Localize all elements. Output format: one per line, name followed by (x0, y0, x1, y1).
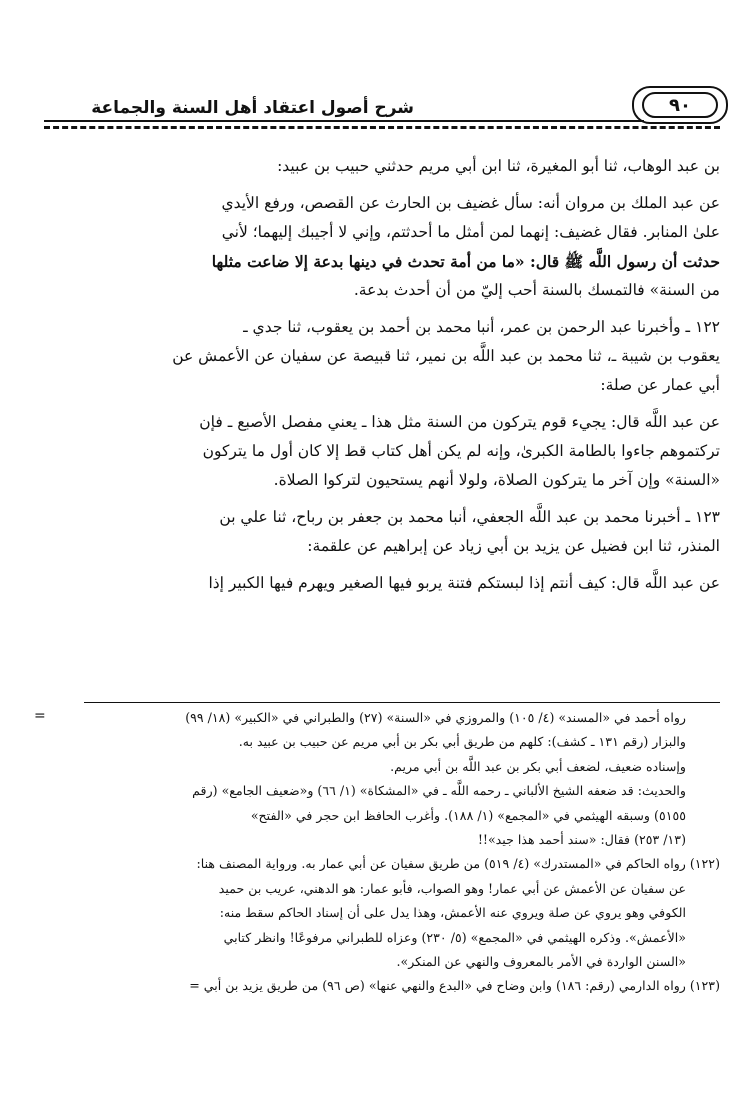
text-line: أبي عمار عن صلة: (600, 376, 720, 394)
footnote-line: رواه أحمد في «المسند» (٤/ ١٠٥) والمروزي في «السنة» (٢٧) والطبراني في «الكبير» (١٨/ ٩٩) (185, 710, 686, 725)
text-line: من السنة» فالتمسك بالسنة أحب إليّ من أن أحدث بدعة. (353, 281, 720, 299)
footnote-separator (84, 702, 720, 703)
header-dashed-rule (44, 126, 720, 129)
text-line-narration-123: ١٢٣ ـ أخبرنا محمد بن عبد اللَّه الجعفي، أنبا محمد بن جعفر بن رباح، ثنا علي بن (219, 508, 720, 526)
footnote-line: «الأعمش». وذكره الهيثمي في «المجمع» (٥/ ٢٣٠) وعزاه للطبراني مرفوعًا! وانظر كتابي (223, 929, 686, 945)
footnotes (44, 706, 720, 999)
footnote-continuation-marker: = (34, 708, 46, 724)
text-line: المنذر، ثنا ابن فضيل عن يزيد بن أبي زياد عن إبراهيم عن علقمة: (307, 537, 720, 555)
footnote-line: والحديث: قد ضعفه الشيخ الألباني ـ رحمه اللَّه ـ في «المشكاة» (١/ ٦٦) و«ضعيف الجامع» (رقم (192, 783, 686, 799)
text-line: «السنة» وإن آخر ما يتركون الصلاة، ولولا أنهم يستحيون لتركوا الصلاة. (273, 471, 720, 489)
running-title: شرح أصول اعتقاد أهل السنة والجماعة (91, 98, 414, 118)
footnote-line: وإسناده ضعيف، لضعف أبي بكر بن عبد اللَّه بن أبي مريم. (390, 758, 686, 774)
text-line: بن عبد الوهاب، ثنا أبو المغيرة، ثنا ابن أبي مريم حدثني حبيب بن عبيد: (277, 157, 720, 175)
footnote-line-123: (١٢٣) رواه الدارمي (رقم: ١٨٦) وابن وضاح في «البدع والنهي عنها» (ص ٩٦) من طريق يزيد بن أبي = (189, 978, 720, 994)
footnote-line-122: (١٢٢) رواه الحاكم في «المستدرك» (٤/ ٥١٩) من طريق سفيان عن أبي عمار به. ورواية المصنف هنا: (196, 856, 720, 872)
text-line: عن عبد اللَّه قال: كيف أنتم إذا لبستكم فتنة يربو فيها الصغير ويهرم فيها الكبير إذا (208, 574, 720, 592)
main-text (44, 152, 720, 598)
text-line-narration-122: ١٢٢ ـ وأخبرنا عبد الرحمن بن عمر، أنبا محمد بن أحمد بن يعقوب، ثنا جدي ـ (243, 318, 720, 336)
text-line: تركتموهم جاءوا بالطامة الكبرىٰ، وإنه لم يكن أهل كتاب قط إلا كان أول ما يتركون (202, 442, 720, 460)
text-line: عن عبد الملك بن مروان أنه: سأل غضيف بن الحارث عن القصص، ورفع الأيدي (221, 194, 720, 212)
text-line-hadith: حدثت أن رسول اللَّه ﷺ قال: «ما من أمة تحدث في دينها بدعة إلا ضاعت مثلها (211, 252, 720, 271)
text-line: عن عبد اللَّه قال: يجيء قوم يتركون من السنة مثل هذا ـ يعني مفصل الأصبع ـ فإن (199, 413, 720, 431)
page-number-badge (632, 86, 728, 124)
footnote-line: (١٣/ ٢٥٣) فقال: «سند أحمد هذا جيد»!! (477, 831, 686, 847)
text-line: يعقوب بن شيبة ـ، ثنا محمد بن عبد اللَّه بن نمير، ثنا قبيصة عن سفيان عن الأعمش عن (172, 347, 720, 365)
page-number: ٩٠ (642, 92, 718, 118)
footnote-line: عن سفيان عن الأعمش عن أبي عمار! وهو الصواب، فأبو عمار: هو الدهني، عريب بن حميد (218, 880, 686, 896)
footnote-line: «السنن الواردة في الأمر بالمعروف والنهي عن المنكر». (396, 953, 686, 969)
text-line: علىٰ المنابر. فقال غضيف: إنهما لمن أمثل ما أحدثتم، وإني لا أجيبك إليهما؛ لأني (221, 223, 720, 241)
footnote-line: ٥١٥٥) وسبقه الهيثمي في «المجمع» (١/ ١٨٨). وأغرب الحافظ ابن حجر في «الفتح» (250, 807, 686, 823)
footnote-line: الكوفي وهو يروي عن صلة ويروي عنه الأعمش، وهذا يدل على أن إسناد الحاكم سقط منه: (219, 905, 686, 921)
footnote-line: والبزار (رقم ١٣١ ـ كشف): كلهم من طريق أبي بكر بن أبي مريم عن حبيب بن عبيد به. (238, 734, 686, 750)
page-header (44, 86, 720, 130)
header-rule (44, 120, 644, 122)
